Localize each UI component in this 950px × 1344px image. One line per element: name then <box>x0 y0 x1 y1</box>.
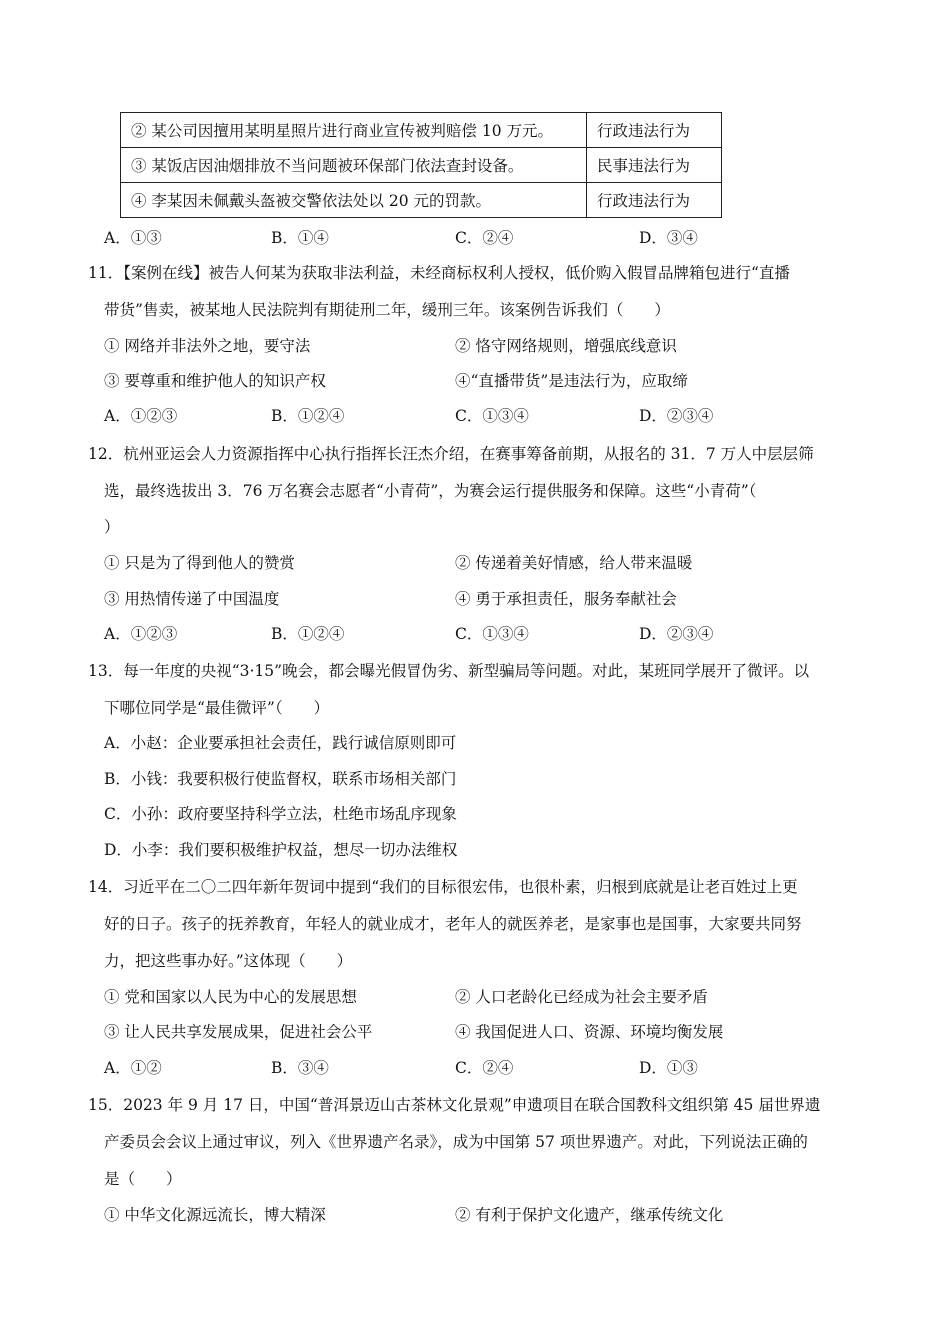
q12-option-c[interactable]: C．①③④ <box>455 625 529 643</box>
q11-statement-3: ③ 要尊重和维护他人的知识产权 <box>104 372 326 390</box>
q12-statement-1: ① 只是为了得到他人的赞赏 <box>104 554 295 572</box>
q14-option-c[interactable]: C．②④ <box>455 1059 514 1077</box>
q15-statement-1: ① 中华文化源远流长，博大精深 <box>104 1206 326 1224</box>
q11-statement-4: ④“直播带货”是违法行为，应取缔 <box>455 372 688 390</box>
q12-option-d[interactable]: D．②③④ <box>639 625 714 643</box>
q12-stem-line3: ） <box>104 518 120 536</box>
q14-stem-line3: 力，把这些事办好。”这体现（ ） <box>104 952 353 970</box>
table-row <box>121 113 722 148</box>
table-row <box>121 148 722 183</box>
q15-stem-line1: 15．2023 年 9 月 17 日，中国“普洱景迈山古茶林文化景观”申遗项目在联合国教科文组织第 45 届世界遗 <box>88 1096 821 1114</box>
q10-option-d[interactable]: D．③④ <box>639 229 698 247</box>
q15-stem-line3: 是（ ） <box>104 1170 182 1188</box>
q14-stem-line1: 14．习近平在二〇二四年新年贺词中提到“我们的目标很宏伟，也很朴素，归根到底就是让老百姓过上更 <box>88 878 798 896</box>
table-cell-type: 民事违法行为 <box>587 148 722 183</box>
q14-statement-1: ① 党和国家以人民为中心的发展思想 <box>104 988 357 1006</box>
q15-stem-line2: 产委员会会议上通过审议，列入《世界遗产名录》，成为中国第 57 项世界遗产。对此，下列说法正确的 <box>104 1133 808 1151</box>
violation-table <box>120 112 722 218</box>
q10-option-a[interactable]: A．①③ <box>104 229 162 247</box>
q12-statement-3: ③ 用热情传递了中国温度 <box>104 590 280 608</box>
q14-option-b[interactable]: B．③④ <box>271 1059 329 1077</box>
table-cell-type: 行政违法行为 <box>587 183 722 218</box>
q14-statement-4: ④ 我国促进人口、资源、环境均衡发展 <box>455 1023 724 1041</box>
table-cell-case: ② 某公司因擅用某明星照片进行商业宣传被判赔偿 10 万元。 <box>121 113 587 148</box>
q11-stem-line2: 带货”售卖，被某地人民法院判有期徒刑二年，缓刑三年。该案例告诉我们（ ） <box>104 301 670 319</box>
q13-option-b[interactable]: B．小钱：我要积极行使监督权，联系市场相关部门 <box>104 770 457 788</box>
q14-option-a[interactable]: A．①② <box>104 1059 162 1077</box>
q15-statement-2: ② 有利于保护文化遗产，继承传统文化 <box>455 1206 724 1224</box>
q13-option-c[interactable]: C．小孙：政府要坚持科学立法，杜绝市场乱序现象 <box>104 805 457 823</box>
table-cell-case: ③ 某饭店因油烟排放不当问题被环保部门依法查封设备。 <box>121 148 587 183</box>
q14-stem-line2: 好的日子。孩子的抚养教育，年轻人的就业成才，老年人的就医养老，是家事也是国事，大家要共同努 <box>104 915 802 933</box>
q12-stem-line1: 12．杭州亚运会人力资源指挥中心执行指挥长汪杰介绍，在赛事筹备前期，从报名的 31．7 万人中层层筛 <box>88 445 814 463</box>
q11-option-b[interactable]: B．①②④ <box>271 407 345 425</box>
q13-option-d[interactable]: D．小李：我们要积极维护权益，想尽一切办法维权 <box>104 841 458 859</box>
q11-option-d[interactable]: D．②③④ <box>639 407 714 425</box>
q12-statement-4: ④ 勇于承担责任，服务奉献社会 <box>455 590 677 608</box>
q11-option-c[interactable]: C．①③④ <box>455 407 529 425</box>
table-cell-case: ④ 李某因未佩戴头盔被交警依法处以 20 元的罚款。 <box>121 183 587 218</box>
q11-stem-line1: 11．【案例在线】被告人何某为获取非法利益，未经商标权利人授权，低价购入假冒品牌箱包进行“直播 <box>88 264 790 282</box>
q14-statement-3: ③ 让人民共享发展成果，促进社会公平 <box>104 1023 373 1041</box>
q10-option-c[interactable]: C．②④ <box>455 229 514 247</box>
table-row <box>121 183 722 218</box>
q12-statement-2: ② 传递着美好情感，给人带来温暖 <box>455 554 693 572</box>
q10-option-b[interactable]: B．①④ <box>271 229 329 247</box>
q11-option-a[interactable]: A．①②③ <box>104 407 178 425</box>
q13-stem-line1: 13．每一年度的央视“3·15”晚会，都会曝光假冒伪劣、新型骗局等问题。对此，某班同学展开了微评。以 <box>88 662 810 680</box>
q12-stem-line2: 选，最终选拔出 3．76 万名赛会志愿者“小青荷”，为赛会运行提供服务和保障。这些“小青荷”（ <box>104 482 757 500</box>
q12-option-b[interactable]: B．①②④ <box>271 625 345 643</box>
q12-option-a[interactable]: A．①②③ <box>104 625 178 643</box>
q13-stem-line2: 下哪位同学是“最佳微评”（ ） <box>104 699 330 717</box>
q11-statement-1: ① 网络并非法外之地，要守法 <box>104 337 311 355</box>
table-cell-type: 行政违法行为 <box>587 113 722 148</box>
q13-option-a[interactable]: A．小赵：企业要承担社会责任，践行诚信原则即可 <box>104 734 457 752</box>
q14-option-d[interactable]: D．①③ <box>639 1059 698 1077</box>
q14-statement-2: ② 人口老龄化已经成为社会主要矛盾 <box>455 988 708 1006</box>
q11-statement-2: ② 恪守网络规则，增强底线意识 <box>455 337 677 355</box>
